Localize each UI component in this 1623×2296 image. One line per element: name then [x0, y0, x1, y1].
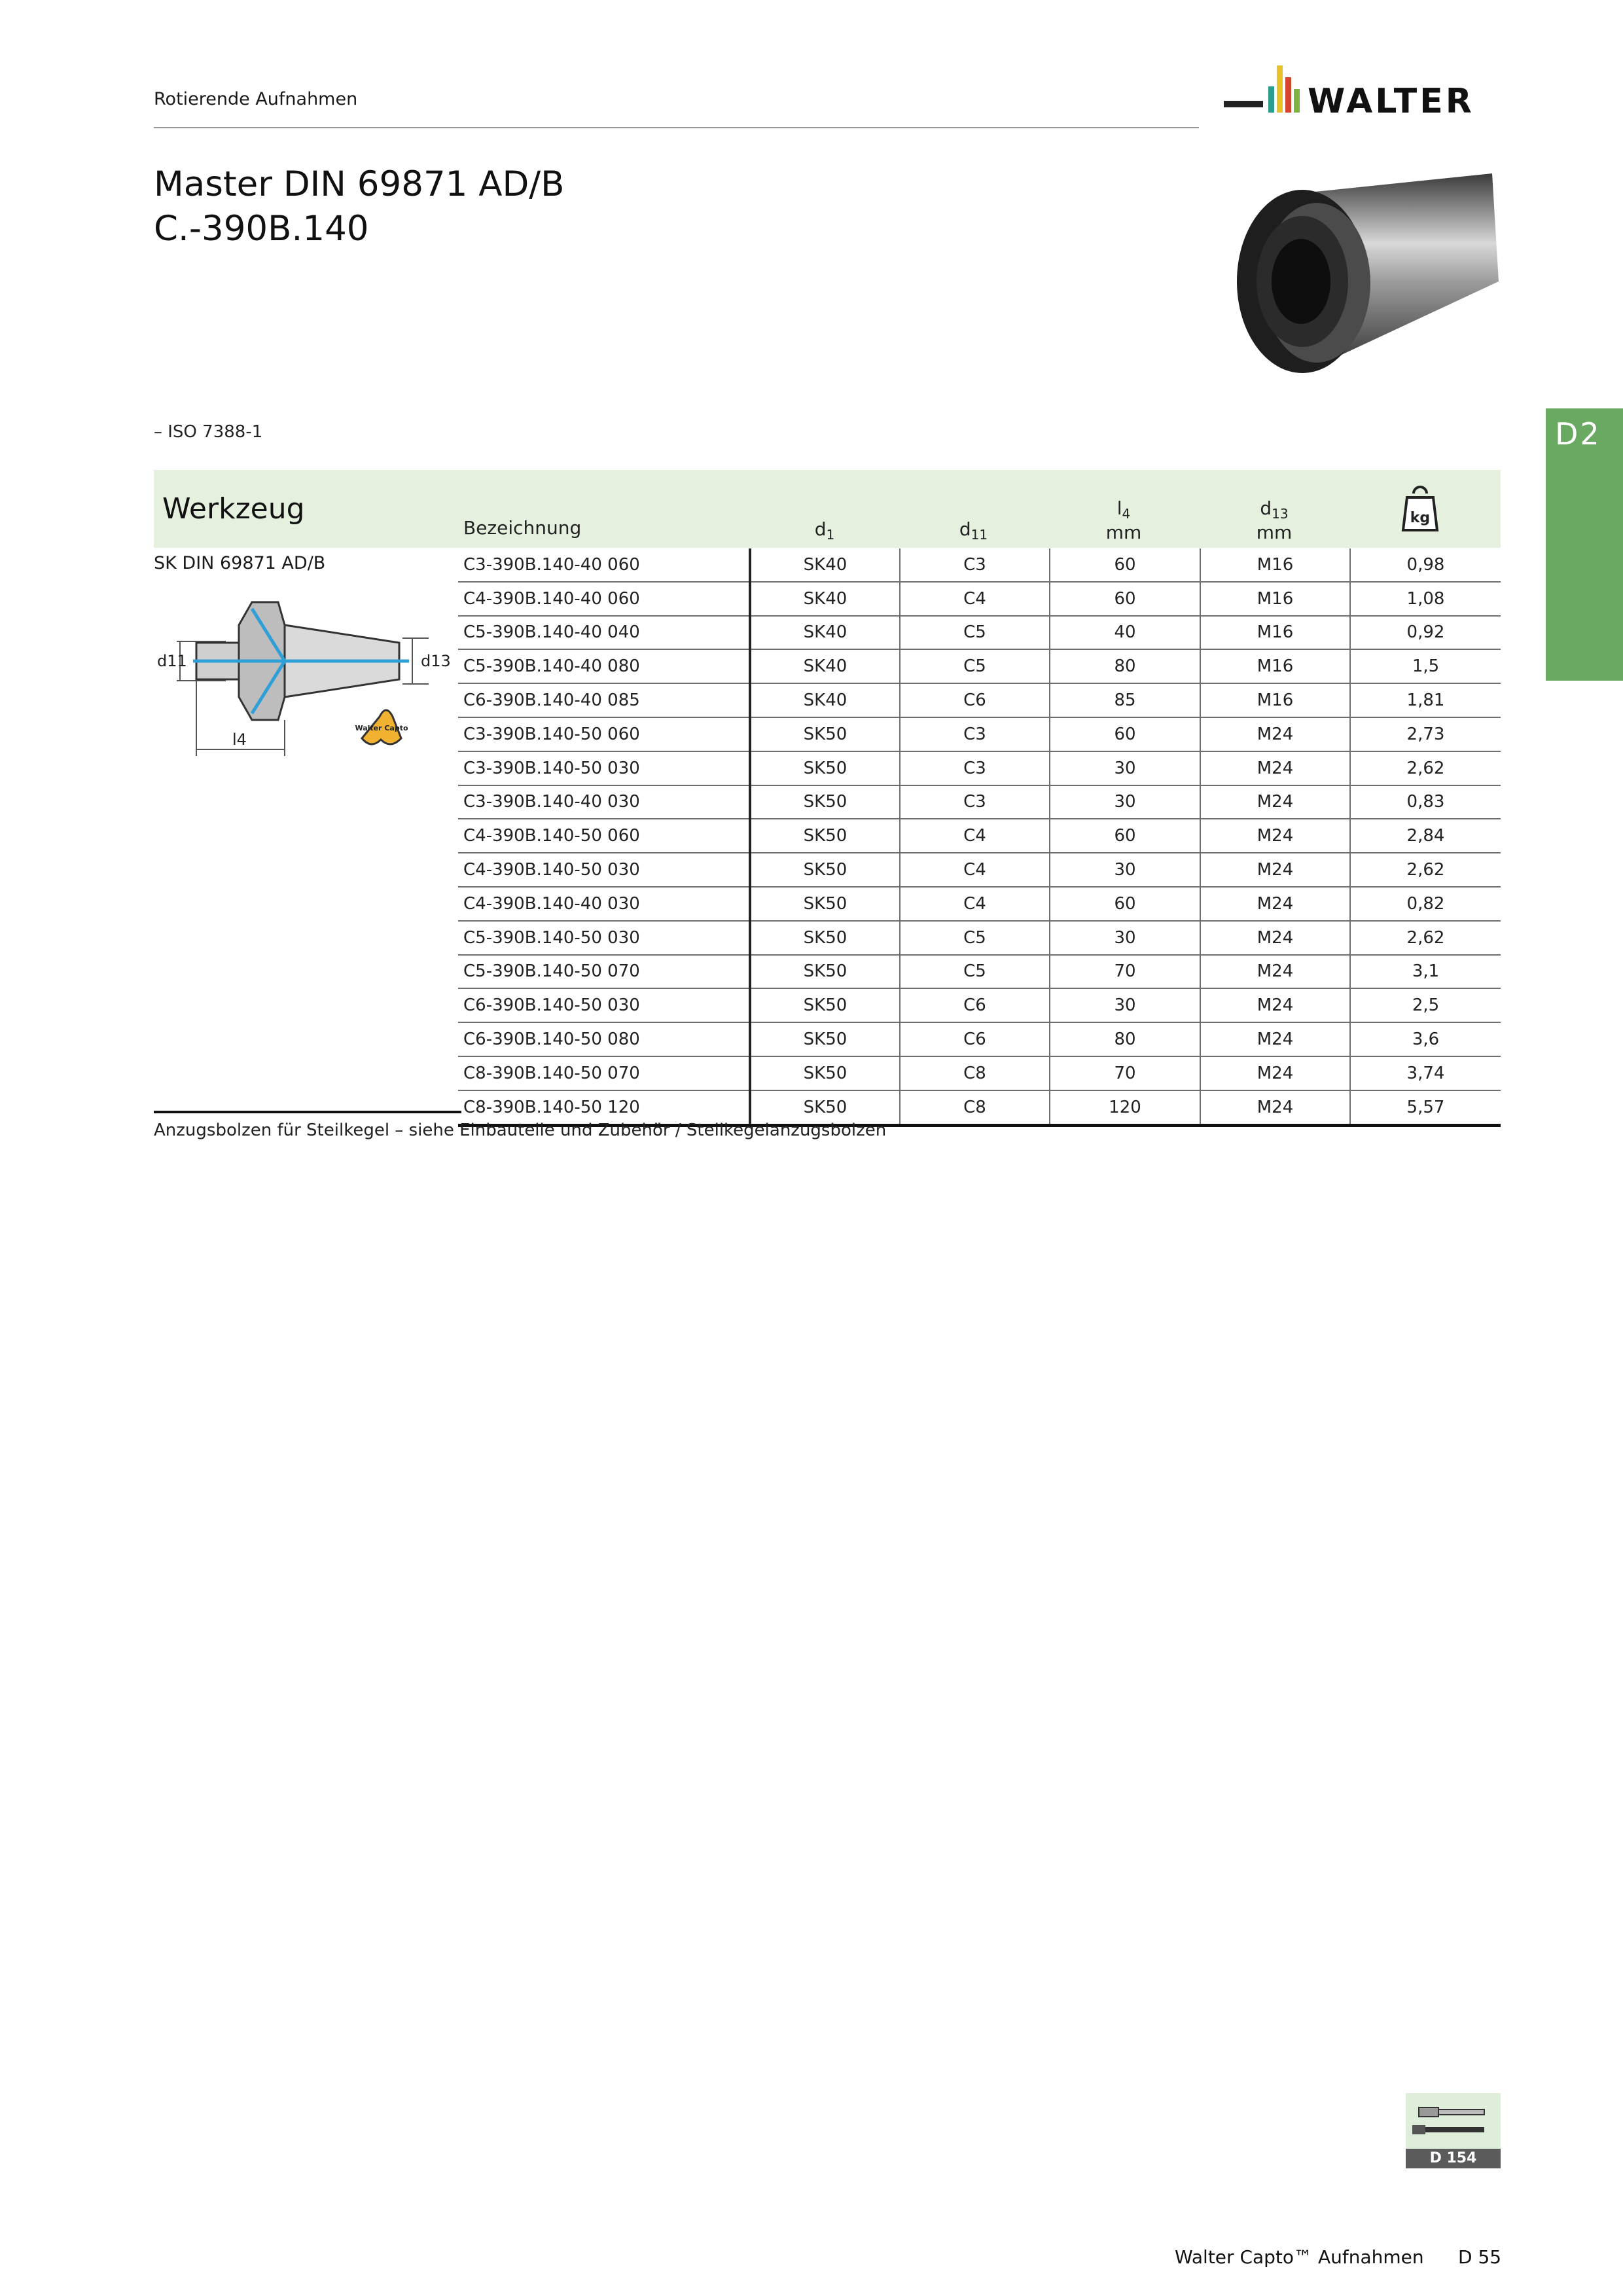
cell-d11: C3	[900, 717, 1050, 751]
cell-d1: SK50	[750, 955, 900, 989]
cell-d11: C3	[900, 751, 1050, 785]
cell-l4: 30	[1050, 785, 1200, 819]
standard-note: – ISO 7388-1	[154, 422, 263, 442]
cell-d13: M24	[1200, 887, 1350, 921]
cell-bez: C4-390B.140-50 060	[458, 819, 750, 853]
cell-kg: 1,81	[1350, 683, 1501, 717]
cell-d1: SK50	[750, 751, 900, 785]
table-row	[458, 548, 1501, 582]
table-row	[458, 1022, 1501, 1056]
cell-kg: 3,74	[1350, 1056, 1501, 1090]
cell-l4: 80	[1050, 649, 1200, 683]
cell-kg: 2,62	[1350, 921, 1501, 955]
table-row	[458, 819, 1501, 853]
cell-d13: M16	[1200, 616, 1350, 650]
cell-kg: 2,62	[1350, 751, 1501, 785]
cell-d1: SK50	[750, 717, 900, 751]
footer-page-number: D 55	[1458, 2246, 1502, 2268]
cell-kg: 0,82	[1350, 887, 1501, 921]
cell-kg: 0,83	[1350, 785, 1501, 819]
cell-l4: 30	[1050, 921, 1200, 955]
cell-kg: 2,5	[1350, 988, 1501, 1022]
table-row	[458, 751, 1501, 785]
cell-d11: C5	[900, 616, 1050, 650]
cell-l4: 120	[1050, 1090, 1200, 1125]
cell-kg: 1,08	[1350, 582, 1501, 616]
cell-l4: 30	[1050, 751, 1200, 785]
brand-wordmark: WALTER	[1308, 82, 1474, 121]
cell-l4: 60	[1050, 548, 1200, 582]
cell-bez: C5-390B.140-50 070	[458, 955, 750, 989]
cell-d11: C8	[900, 1090, 1050, 1125]
cell-d11: C4	[900, 887, 1050, 921]
cell-bez: C6-390B.140-50 080	[458, 1022, 750, 1056]
cell-kg: 5,57	[1350, 1090, 1501, 1125]
cell-bez: C3-390B.140-40 030	[458, 785, 750, 819]
pull-stud-icon	[1406, 2093, 1501, 2149]
cell-bez: C5-390B.140-40 080	[458, 649, 750, 683]
cell-kg: 2,84	[1350, 819, 1501, 853]
table-row	[458, 582, 1501, 616]
product-table	[458, 548, 1501, 1127]
cell-d1: SK50	[750, 1056, 900, 1090]
column-header-d1: $d_1$	[814, 518, 835, 543]
cell-bez: C3-390B.140-50 030	[458, 751, 750, 785]
table-row	[458, 853, 1501, 887]
cell-d11: C5	[900, 921, 1050, 955]
cell-d13: M24	[1200, 988, 1350, 1022]
cell-d1: SK50	[750, 1090, 900, 1125]
cell-d11: C4	[900, 819, 1050, 853]
cell-d13: M24	[1200, 717, 1350, 751]
cell-d1: SK50	[750, 819, 900, 853]
tool-type-label: SK DIN 69871 AD/B	[154, 553, 326, 573]
product-image	[1204, 157, 1512, 399]
cell-kg: 0,92	[1350, 616, 1501, 650]
column-unit-l4: mm	[1105, 522, 1142, 543]
title-line-2: C.-390B.140	[154, 209, 369, 249]
cell-bez: C5-390B.140-40 040	[458, 616, 750, 650]
table-row	[458, 988, 1501, 1022]
cell-d1: SK50	[750, 785, 900, 819]
page-title	[154, 162, 565, 251]
cell-d13: M16	[1200, 649, 1350, 683]
cell-d1: SK50	[750, 853, 900, 887]
cell-bez: C4-390B.140-40 060	[458, 582, 750, 616]
cell-l4: 70	[1050, 1056, 1200, 1090]
cell-d13: M24	[1200, 819, 1350, 853]
column-header-l4: $l_4$ mm	[1050, 497, 1198, 543]
table-bottom-rule	[154, 1111, 461, 1113]
cell-l4: 30	[1050, 988, 1200, 1022]
cell-bez: C6-390B.140-40 085	[458, 683, 750, 717]
table-row	[458, 717, 1501, 751]
cell-d1: SK40	[750, 683, 900, 717]
cell-l4: 85	[1050, 683, 1200, 717]
table-row	[458, 616, 1501, 650]
cell-d11: C6	[900, 683, 1050, 717]
column-unit-d13: mm	[1256, 522, 1293, 543]
cell-d11: C5	[900, 955, 1050, 989]
cell-kg: 2,62	[1350, 853, 1501, 887]
cell-d13: M24	[1200, 1090, 1350, 1125]
cell-d11: C6	[900, 988, 1050, 1022]
table-row	[458, 887, 1501, 921]
cell-bez: C4-390B.140-50 030	[458, 853, 750, 887]
chapter-tab-label: D2	[1555, 416, 1601, 452]
section-label: Rotierende Aufnahmen	[154, 89, 358, 109]
footnote: Anzugsbolzen für Steilkegel – siehe Einbauteile und Zubehör / Steilkegelanzugsbolzen	[154, 1121, 887, 1140]
cell-l4: 40	[1050, 616, 1200, 650]
weight-kg-icon	[1400, 483, 1440, 535]
svg-text:d11: d11	[157, 652, 187, 670]
walter-logo	[1224, 59, 1499, 131]
cell-d1: SK40	[750, 649, 900, 683]
column-header-d11: $d_{11}$	[959, 518, 988, 543]
cell-bez: C3-390B.140-40 060	[458, 548, 750, 582]
cell-l4: 80	[1050, 1022, 1200, 1056]
cell-d13: M24	[1200, 1022, 1350, 1056]
cell-kg: 0,98	[1350, 548, 1501, 582]
table-row	[458, 649, 1501, 683]
table-row	[458, 955, 1501, 989]
cell-d1: SK40	[750, 616, 900, 650]
reference-box[interactable]	[1406, 2093, 1501, 2149]
cell-kg: 1,5	[1350, 649, 1501, 683]
cell-d1: SK50	[750, 988, 900, 1022]
cell-d11: C5	[900, 649, 1050, 683]
table-row	[458, 1056, 1501, 1090]
cell-kg: 2,73	[1350, 717, 1501, 751]
svg-text:Walter Capto: Walter Capto	[355, 724, 408, 732]
cell-bez: C8-390B.140-50 070	[458, 1056, 750, 1090]
cell-d13: M16	[1200, 683, 1350, 717]
cell-d13: M24	[1200, 751, 1350, 785]
cell-d13: M24	[1200, 785, 1350, 819]
cell-d1: SK40	[750, 548, 900, 582]
cell-d11: C3	[900, 785, 1050, 819]
cell-l4: 70	[1050, 955, 1200, 989]
cell-kg: 3,6	[1350, 1022, 1501, 1056]
svg-text:d13: d13	[421, 652, 451, 670]
cell-bez: C5-390B.140-50 030	[458, 921, 750, 955]
cell-l4: 60	[1050, 887, 1200, 921]
cell-d1: SK40	[750, 582, 900, 616]
header-divider	[154, 127, 1199, 128]
cell-kg: 3,1	[1350, 955, 1501, 989]
cell-d13: M24	[1200, 955, 1350, 989]
cell-d13: M24	[1200, 921, 1350, 955]
cell-d13: M16	[1200, 548, 1350, 582]
cell-bez: C8-390B.140-50 120	[458, 1090, 750, 1125]
cell-l4: 60	[1050, 582, 1200, 616]
column-header-bezeichnung: Bezeichnung	[463, 517, 582, 539]
reference-page-label[interactable]: D 154	[1429, 2150, 1477, 2166]
cell-d13: M24	[1200, 853, 1350, 887]
cell-d11: C4	[900, 582, 1050, 616]
dimension-diagram	[154, 589, 455, 759]
svg-text:l4: l4	[232, 730, 247, 749]
cell-bez: C3-390B.140-50 060	[458, 717, 750, 751]
cell-d1: SK50	[750, 1022, 900, 1056]
column-header-d13: $d_{13}$ mm	[1200, 497, 1348, 543]
cell-d13: M16	[1200, 582, 1350, 616]
cell-d11: C3	[900, 548, 1050, 582]
cell-bez: C4-390B.140-40 030	[458, 887, 750, 921]
svg-text:kg: kg	[1410, 510, 1431, 526]
table-row	[458, 785, 1501, 819]
cell-d1: SK50	[750, 921, 900, 955]
cell-bez: C6-390B.140-50 030	[458, 988, 750, 1022]
cell-d11: C8	[900, 1056, 1050, 1090]
cell-d11: C6	[900, 1022, 1050, 1056]
table-row	[458, 921, 1501, 955]
cell-l4: 30	[1050, 853, 1200, 887]
table-heading: Werkzeug	[162, 492, 305, 526]
cell-l4: 60	[1050, 717, 1200, 751]
cell-d13: M24	[1200, 1056, 1350, 1090]
footer-title: Walter Capto™ Aufnahmen	[1175, 2246, 1424, 2268]
cell-l4: 60	[1050, 819, 1200, 853]
cell-d11: C4	[900, 853, 1050, 887]
title-line-1: Master DIN 69871 AD/B	[154, 164, 565, 204]
cell-d1: SK50	[750, 887, 900, 921]
table-row	[458, 683, 1501, 717]
